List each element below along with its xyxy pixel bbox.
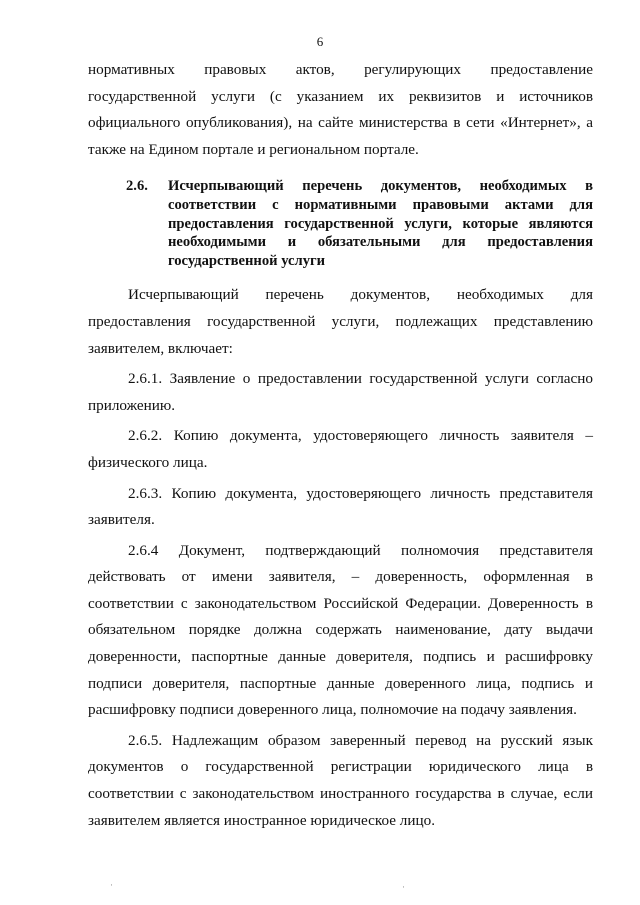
document-body: [88, 57, 593, 834]
paragraph-continued: нормативных правовых актов, регулирующих предоставление государственной услуги (с указанием их реквизитов и источников официального опубликования), на сайте министерства в сети «Интернет», а также на Едином портале и региональном портале.: [88, 61, 593, 158]
section-number: 2.6.: [126, 178, 148, 195]
section-heading: [126, 177, 593, 270]
page-number: 6: [316, 34, 324, 49]
paragraph-2-6-3: 2.6.3. Копию документа, удостоверяющего личность представителя заявителя.: [88, 484, 593, 529]
section-title: Исчерпывающий перечень документов, необходимых в соответствии с нормативными правовыми актами для предоставления государственной услуги, которые являются необходимыми и обязательными для предоставления государственной услуги: [168, 178, 593, 269]
paragraph-2-6-5: 2.6.5. Надлежащим образом заверенный перевод на русский язык документов о государственной регистрации юридического лица в соответствии с законодательством иностранного государства в случае, если заявителем является иностранное юридическое лицо.: [88, 731, 593, 829]
paragraph-2-6-2: 2.6.2. Копию документа, удостоверяющего личность заявителя – физического лица.: [88, 427, 593, 471]
scan-speck: ·: [402, 882, 405, 892]
scan-speck: ·: [110, 880, 113, 890]
paragraph-intro: Исчерпывающий перечень документов, необходимых для предоставления государственной услуги, подлежащих представлению заявителем, включает:: [88, 286, 593, 357]
paragraph-2-6-4: 2.6.4 Документ, подтверждающий полномочия представителя действовать от имени заявителя, – доверенность, оформленная в соответствии с законодательством Российской Федерации. Доверенность в обязательном порядке должна содержать наименование, дату выдачи доверенности, паспортные данные доверителя, подпись и расшифровку подписи доверителя, паспортные данные доверенного лица, подпись и расшифровку подписи доверенного лица, полномочие на подачу заявления.: [88, 541, 593, 719]
paragraph-2-6-1: 2.6.1. Заявление о предоставлении государственной услуги согласно приложению.: [88, 370, 593, 414]
